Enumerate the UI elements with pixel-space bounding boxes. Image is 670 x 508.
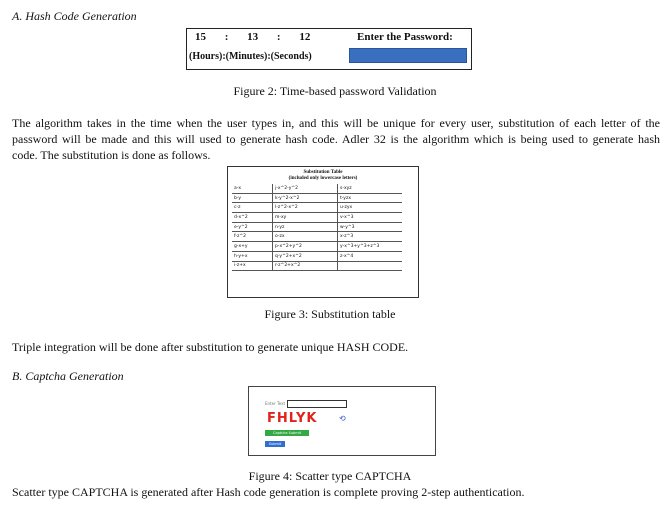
table-cell: h-y+x <box>232 251 273 261</box>
table-cell: u-zyx <box>338 203 403 213</box>
table-row <box>232 184 402 193</box>
paragraph-line: password will be made and this will used to generate hash code. Adler 32 is the algorithm which is being used to generate hash <box>12 132 660 146</box>
table-cell: f-z^2 <box>232 232 273 242</box>
submit-button[interactable]: Submit <box>265 441 285 447</box>
time-separator: : <box>224 31 229 43</box>
figure-2-timer-panel <box>186 28 472 70</box>
refresh-icon[interactable]: ⟲ <box>339 414 346 423</box>
table-cell: l-z^2-x^2 <box>273 203 338 213</box>
table-cell: a-x <box>232 184 273 193</box>
password-label: Enter the Password: <box>357 31 453 43</box>
table-cell: p-x^2+y^2 <box>273 242 338 252</box>
table-cell: x-z^3 <box>338 232 403 242</box>
table-row <box>232 222 402 232</box>
substitution-table <box>232 184 402 271</box>
table-cell: g-x+y <box>232 242 273 252</box>
table-cell: c-z <box>232 203 273 213</box>
table-cell: s-xyz <box>338 184 403 193</box>
table-cell: y-x^3+y^3+z^3 <box>338 242 403 252</box>
table-row <box>232 203 402 213</box>
paragraph-scatter-captcha: Scatter type CAPTCHA is generated after Hash code generation is complete proving 2-step authentication. <box>12 485 525 499</box>
table-cell: t-yzx <box>338 193 403 203</box>
figure-3-substitution-table <box>227 166 419 298</box>
seconds-value: 12 <box>299 31 311 43</box>
table-row <box>232 251 402 261</box>
table-cell: r-z^2+x^2 <box>273 261 338 271</box>
figure-3-caption: Figure 3: Substitution table <box>264 307 396 321</box>
captcha-input[interactable] <box>287 400 347 408</box>
table-cell: b-y <box>232 193 273 203</box>
table-cell: z-x^4 <box>338 251 403 261</box>
table-title: Substitution Table <box>303 170 343 175</box>
figure-4-caption: Figure 4: Scatter type CAPTCHA <box>248 469 412 483</box>
table-row <box>232 213 402 223</box>
time-units-label: (Hours):(Minutes):(Seconds) <box>189 51 312 62</box>
password-input[interactable] <box>349 48 467 63</box>
table-row <box>232 261 402 271</box>
table-cell: n-yz <box>273 222 338 232</box>
time-readout <box>195 31 310 43</box>
captcha-input-label: Enter Text <box>265 401 286 406</box>
table-cell: v-x^3 <box>338 213 403 223</box>
time-separator: : <box>276 31 281 43</box>
table-subtitle: (included only lowercase letters) <box>288 176 358 181</box>
paragraph-algorithm <box>12 115 660 163</box>
table-cell: e-y^2 <box>232 222 273 232</box>
captcha-image-text: FHLYK <box>267 411 318 426</box>
figure-2-caption: Figure 2: Time-based password Validation <box>233 84 437 98</box>
table-cell: w-y^3 <box>338 222 403 232</box>
table-cell: q-y^2+x^2 <box>273 251 338 261</box>
table-cell: d-x^2 <box>232 213 273 223</box>
table-row <box>232 232 402 242</box>
paragraph-line: The algorithm takes in the time when the user types in, and this will be unique for every user, substitution of each letter of the <box>12 116 660 130</box>
captcha-submit-button[interactable]: Captcha Submit <box>265 430 309 436</box>
table-cell: i-z+x <box>232 261 273 271</box>
table-row <box>232 242 402 252</box>
paragraph-triple-integration: Triple integration will be done after substitution to generate unique HASH CODE. <box>12 340 409 354</box>
figure-4-captcha-panel <box>248 386 436 456</box>
table-cell: k-y^2-x^2 <box>273 193 338 203</box>
minutes-value: 13 <box>247 31 259 43</box>
table-cell: j-x^2-y^2 <box>273 184 338 193</box>
table-row <box>232 193 402 203</box>
paragraph-line: code. The substitution is done as follows. <box>12 148 211 162</box>
table-cell <box>338 261 403 271</box>
hours-value: 15 <box>195 31 206 43</box>
table-cell: o-zx <box>273 232 338 242</box>
section-a-title: A. Hash Code Generation <box>12 9 137 23</box>
section-b-title: B. Captcha Generation <box>12 369 124 383</box>
table-cell: m-xy <box>273 213 338 223</box>
